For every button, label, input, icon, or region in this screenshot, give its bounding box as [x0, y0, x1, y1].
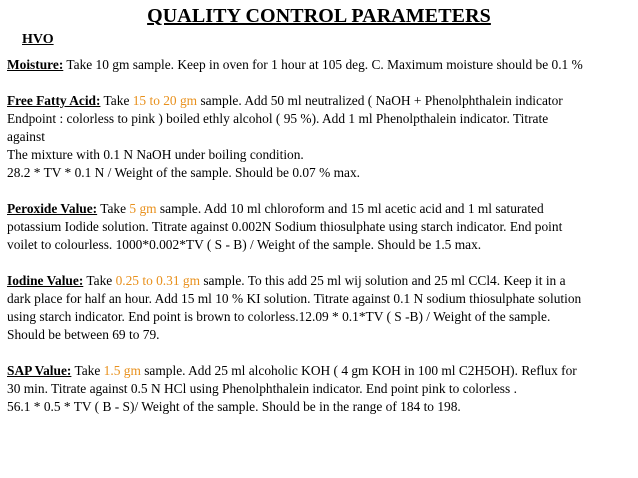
iodine-line-1 [7, 272, 633, 290]
iodine-line-4: Should be between 69 to 79. [7, 327, 160, 342]
sap-line-2: 30 min. Titrate against 0.5 N HCl using Phenolphthalein indicator. End point pink to colorless . [7, 381, 517, 396]
iodine-amount: 0.25 to 0.31 gm [115, 273, 200, 288]
peroxide-line-2: potassium Iodide solution. Titrate against 0.002N Sodium thiosulphate using starch indicator. End point [7, 219, 563, 234]
iodine-pre: Take [83, 273, 116, 288]
peroxide-amount: 5 gm [129, 201, 157, 216]
peroxide-post: sample. Add 10 ml chloroform and 15 ml acetic acid and 1 ml saturated [156, 201, 544, 216]
moisture-text: Take 10 gm sample. Keep in oven for 1 hour at 105 deg. C. Maximum moisture should be 0.1 % [63, 57, 583, 72]
peroxide-section [7, 200, 633, 254]
sap-amount: 1.5 gm [103, 363, 141, 378]
sap-label: SAP Value: [7, 363, 72, 378]
ffa-amount: 15 to 20 gm [132, 93, 198, 108]
peroxide-pre: Take [97, 201, 130, 216]
sap-post: sample. Add 25 ml alcoholic KOH ( 4 gm KOH in 100 ml C2H5OH). Reflux for [140, 363, 577, 378]
iodine-post: sample. To this add 25 ml wij solution and 25 ml CCl4. Keep it in a [200, 273, 566, 288]
sap-section [7, 362, 633, 416]
moisture-label: Moisture: [7, 57, 64, 72]
ffa-line-2: Endpoint : colorless to pink ) boiled ethly alcohol ( 95 %). Add 1 ml Phenolpthalein indicator. Titrate [7, 111, 549, 126]
iodine-line-2: dark place for half an hour. Add 15 ml 10 % KI solution. Titrate against 0.1 N sodium thiosulphate solution [7, 291, 582, 306]
ffa-section [7, 92, 633, 182]
ffa-line-4: The mixture with 0.1 N NaOH under boiling condition. [7, 147, 304, 162]
parameters-body [7, 56, 633, 416]
sap-line-3: 56.1 * 0.5 * TV ( B - S)/ Weight of the sample. Should be in the range of 184 to 198. [7, 399, 461, 414]
moisture-section [7, 56, 633, 74]
sap-pre: Take [71, 363, 104, 378]
ffa-label: Free Fatty Acid: [7, 93, 101, 108]
ffa-line-1 [7, 92, 633, 110]
iodine-section [7, 272, 633, 344]
ffa-pre: Take [100, 93, 133, 108]
peroxide-line-1 [7, 200, 633, 218]
iodine-label: Iodine Value: [7, 273, 84, 288]
peroxide-label: Peroxide Value: [7, 201, 98, 216]
peroxide-line-3: voilet to colourless. 1000*0.002*TV ( S - B) / Weight of the sample. Should be 1.5 max. [7, 237, 482, 252]
ffa-post: sample. Add 50 ml neutralized ( NaOH + Phenolphthalein indicator [197, 93, 563, 108]
moisture-line-1 [7, 56, 633, 74]
iodine-line-3: using starch indicator. End point is brown to colorless.12.09 * 0.1*TV ( S -B) / Weight of the sample. [7, 309, 551, 324]
page-subtitle: HVO [22, 32, 54, 47]
ffa-line-3: against [7, 129, 45, 144]
sap-line-1 [7, 362, 633, 380]
page-title: QUALITY CONTROL PARAMETERS [147, 5, 491, 27]
ffa-line-5: 28.2 * TV * 0.1 N / Weight of the sample. Should be 0.07 % max. [7, 165, 361, 180]
